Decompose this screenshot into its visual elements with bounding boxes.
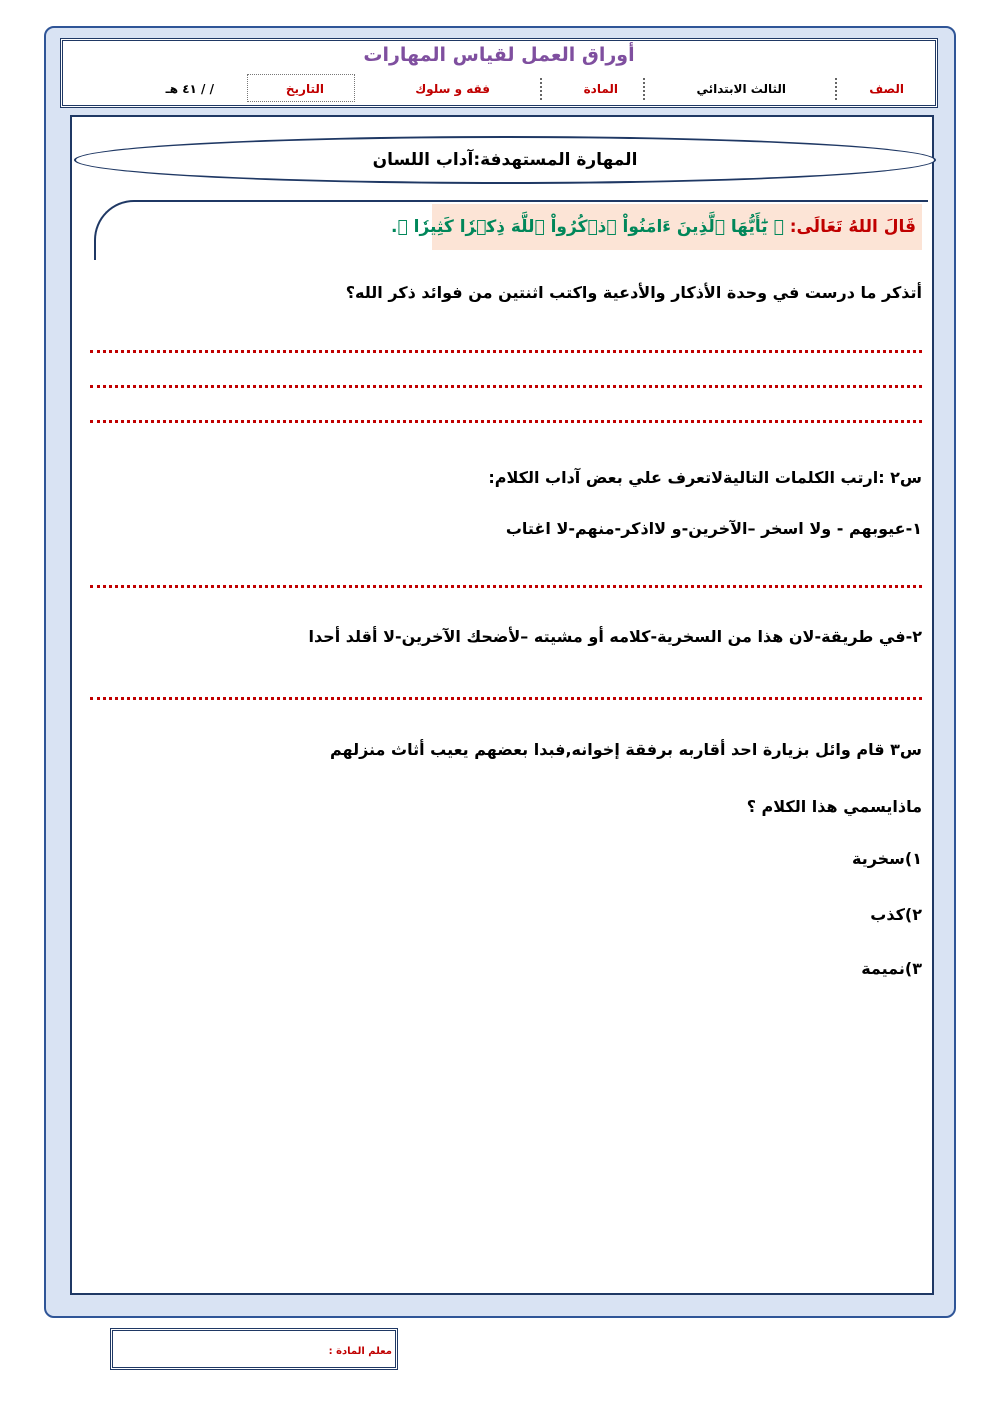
page-title: أوراق العمل لقياس المهارات [363,44,635,66]
question-3-prompt: ماذايسمي هذا الكلام ؟ [746,797,922,816]
separator [540,78,544,100]
question-1: أتذكر ما درست في وحدة الأذكار والأدعية واكتب اثنتين من فوائد ذكر الله؟ [345,283,922,302]
answer-line [90,385,922,388]
verse-text: ﴿ يَٰٓأَيُّهَا ٱلَّذِينَ ءَامَنُواْ ٱذۡكُرُواْ ٱللَّهَ ذِكۡرٗا كَثِيرٗا ﴾. [391,217,784,237]
answer-line [90,420,922,423]
option-2: ٢)كذب [870,905,922,924]
date-label: التاريخ [285,82,324,96]
separator [643,78,647,100]
separator [835,78,839,100]
class-value: الثالث الابتدائي [696,82,786,96]
quran-verse [391,204,922,250]
answer-line [90,697,922,700]
subject-label: المادة [583,82,618,96]
teacher-label: معلم المادة : [328,1346,392,1357]
option-1: ١)سخرية [851,849,922,868]
subject-value: فقه و سلوك [415,82,490,96]
class-label: الصف [869,82,904,96]
verse-intro: قَالَ اللهُ تَعَالَى: [789,217,916,237]
answer-line [90,350,922,353]
question-2-item-1: ١-عيوبهم - ولا اسخر –الآخرين-و لااذكر-منهم-لا اغتاب [505,519,922,538]
question-2-title: س٢ :ارتب الكلمات التاليةلاتعرف علي بعض آداب الكلام: [488,468,922,487]
answer-line [90,585,922,588]
date-value: / / ٤١ هـ [165,82,214,96]
question-3-title: س٣ قام وائل بزيارة احد أقاربه برفقة إخوانه,فبدا بعضهم يعيب أثاث منزلهم [329,740,922,759]
question-2-item-2: ٢-في طريقة-لان هذا من السخرية-كلامه أو مشيته –لأضحك الآخرين-لا أقلد أحدا [308,627,922,646]
option-3: ٣)نميمة [861,959,922,978]
skill-banner: المهارة المستهدفة:آداب اللسان [74,136,936,184]
